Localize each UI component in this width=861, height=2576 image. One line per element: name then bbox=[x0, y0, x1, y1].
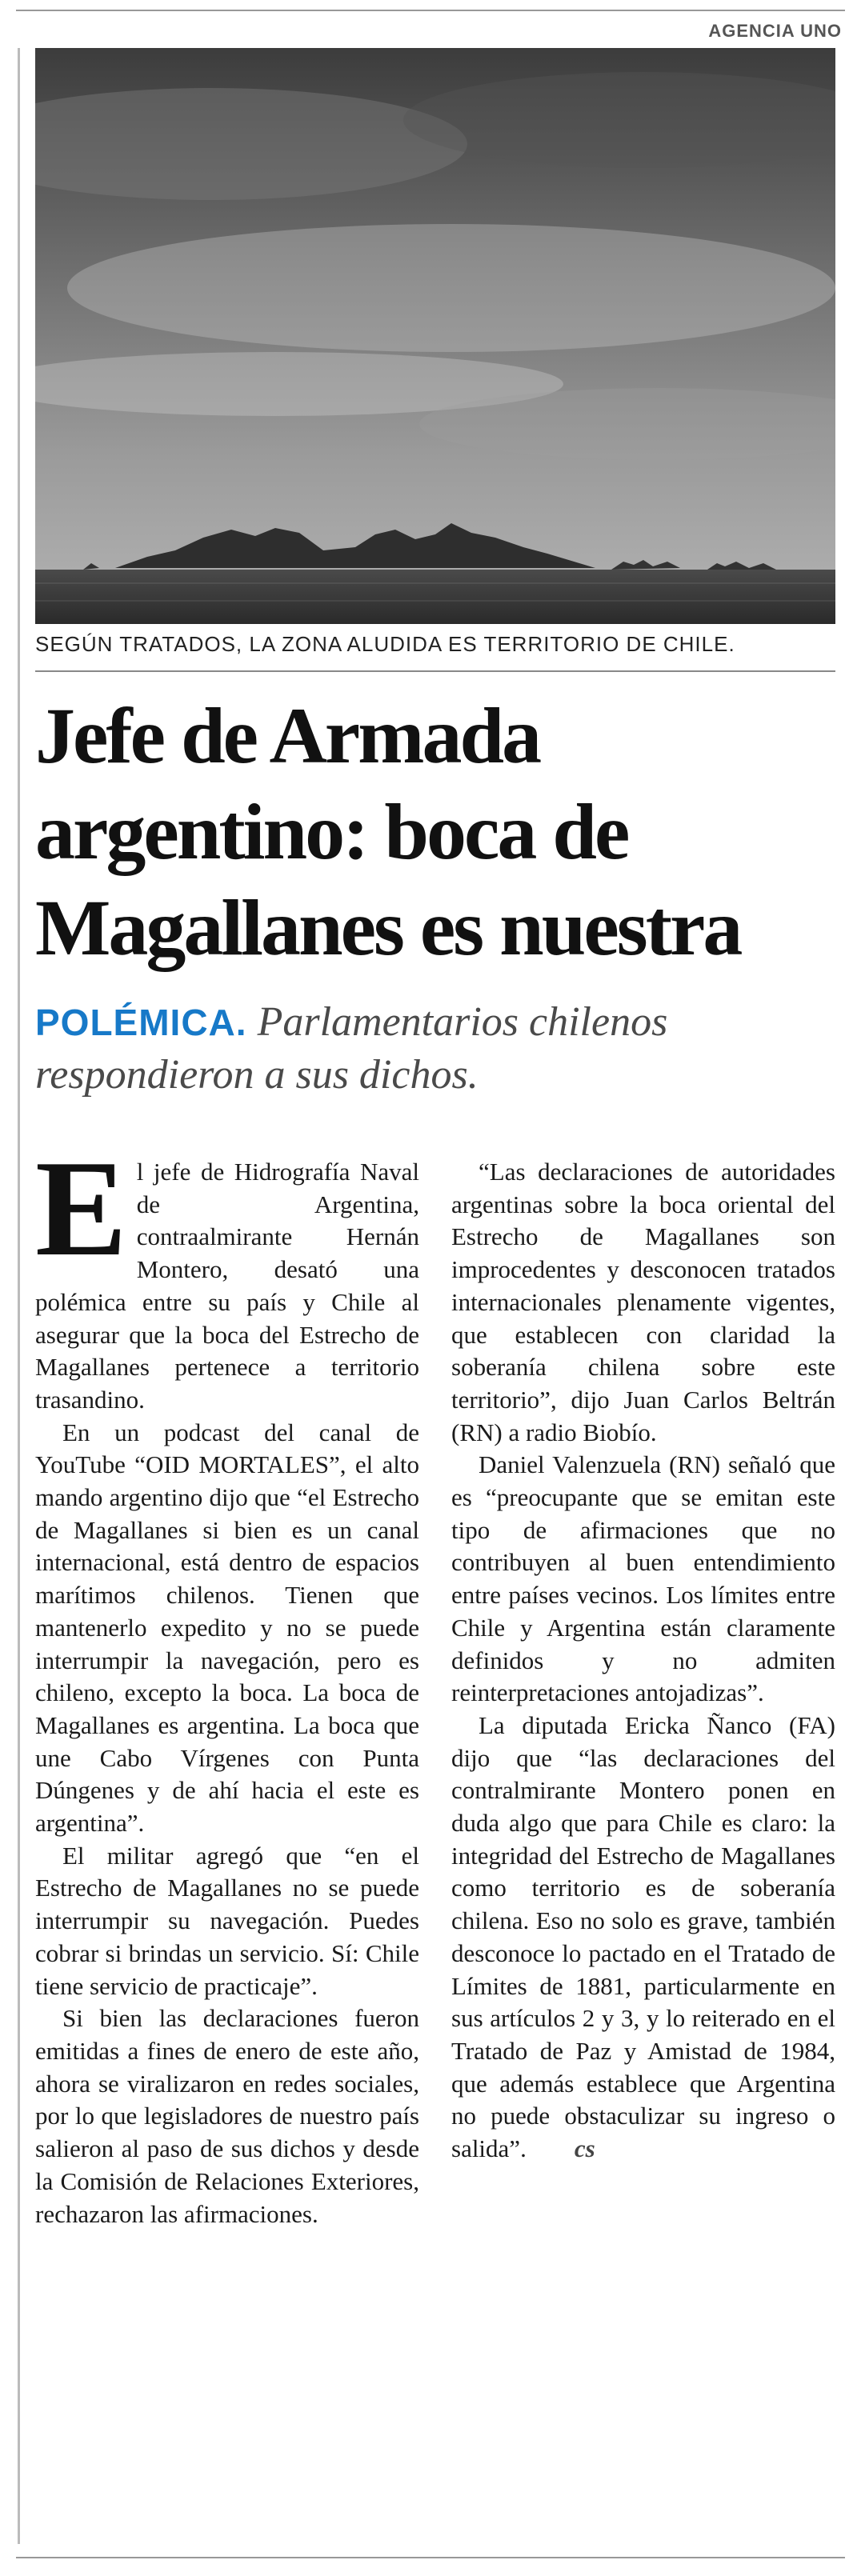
article-photo bbox=[35, 48, 835, 624]
bottom-rule bbox=[16, 2557, 845, 2558]
author-endmark: cs bbox=[574, 2134, 595, 2163]
caption-rule bbox=[35, 670, 835, 672]
deck bbox=[35, 996, 835, 1102]
paragraph-1-text: l jefe de Hidrografía Naval de Argentina, contraalmirante Hernán Montero, desató una polémica entre su país y Chile al asegurar que la boca del Estrecho de Magallanes pertenece a territorio trasandino. bbox=[35, 1158, 419, 1414]
paragraph-5: “Las declaraciones de autoridades argentinas sobre la boca oriental del Estrecho de Magallanes son improcedentes y desconocen tratados internacionales plenamente vigentes, que establecen con claridad la soberanía chilena sobre este territorio”, dijo Juan Carlos Beltrán (RN) a radio Biobío. bbox=[451, 1158, 835, 1446]
paragraph-4: Si bien las declaraciones fueron emitidas a fines de enero de este año, ahora se viralizaron en redes sociales, por lo que legisladores de nuestro país salieron al paso de sus dichos y desde la Comisión de Relaciones Exteriores, rechazaron las afirmaciones. bbox=[35, 2004, 419, 2228]
headline-line-3: Magallanes es nuestra bbox=[35, 883, 741, 972]
drop-cap: E bbox=[35, 1133, 127, 1285]
article-body bbox=[35, 1133, 835, 2230]
photo-credit: AGENCIA UNO bbox=[708, 21, 842, 41]
strait-landscape-image bbox=[35, 48, 835, 624]
deck-text: Parlamentarios chilenos respondieron a sus dichos. bbox=[35, 999, 668, 1098]
top-rule bbox=[16, 10, 845, 11]
photo-caption: SEGÚN TRATADOS, LA ZONA ALUDIDA ES TERRITORIO DE CHILE. bbox=[35, 632, 735, 656]
paragraph-1 bbox=[35, 1133, 419, 1417]
paragraph-3: El militar agregó que “en el Estrecho de Magallanes no se puede interrumpir su navegación. Puedes cobrar si brindas un servicio. Sí: Chile tiene servicio de practicaje”. bbox=[35, 1841, 419, 2000]
headline bbox=[35, 688, 843, 976]
paragraph-6: Daniel Valenzuela (RN) señaló que es “preocupante que se emitan este tipo de afirmaciones que no contribuyen al buen entendimiento entre países vecinos. Los límites entre Chile y Argentina están claramente definidos y no admiten reinterpretaciones antojadizas”. bbox=[451, 1450, 835, 1707]
paragraph-7 bbox=[451, 1710, 835, 2166]
headline-line-1: Jefe de Armada bbox=[35, 691, 540, 780]
paragraph-7-text: La diputada Ericka Ñanco (FA) dijo que “las declaraciones del contralmirante Montero ponen en duda algo que para Chile es claro: la integridad del Estrecho de Magallanes como territorio es de soberanía chilena. Eso no solo es grave, también desconoce lo pactado en el Tratado de Límites de 1881, particularmente en sus artículos 2 y 3, y lo reiterado en el Tratado de Paz y Amistad de 1984, que además establece que Argentina no puede obstaculizar su ingreso o salida”. bbox=[451, 1710, 835, 2163]
kicker-label: POLÉMICA. bbox=[35, 1002, 247, 1043]
paragraph-2: En un podcast del canal de YouTube “OID MORTALES”, el alto mando argentino dijo que “el Estrecho de Magallanes si bien es un canal internacional, está dentro de espacios marítimos chilenos. Tienen que mantenerlo expedito y no se puede interrumpir la navegación, pero es chileno, excepto la boca. La boca de Magallanes es argentina. La boca que une Cabo Vírgenes con Punta Dúngenes y de ahí hacia el este es argentina”. bbox=[35, 1418, 419, 1838]
headline-line-2: argentino: boca de bbox=[35, 787, 628, 876]
left-rule bbox=[18, 48, 20, 2544]
